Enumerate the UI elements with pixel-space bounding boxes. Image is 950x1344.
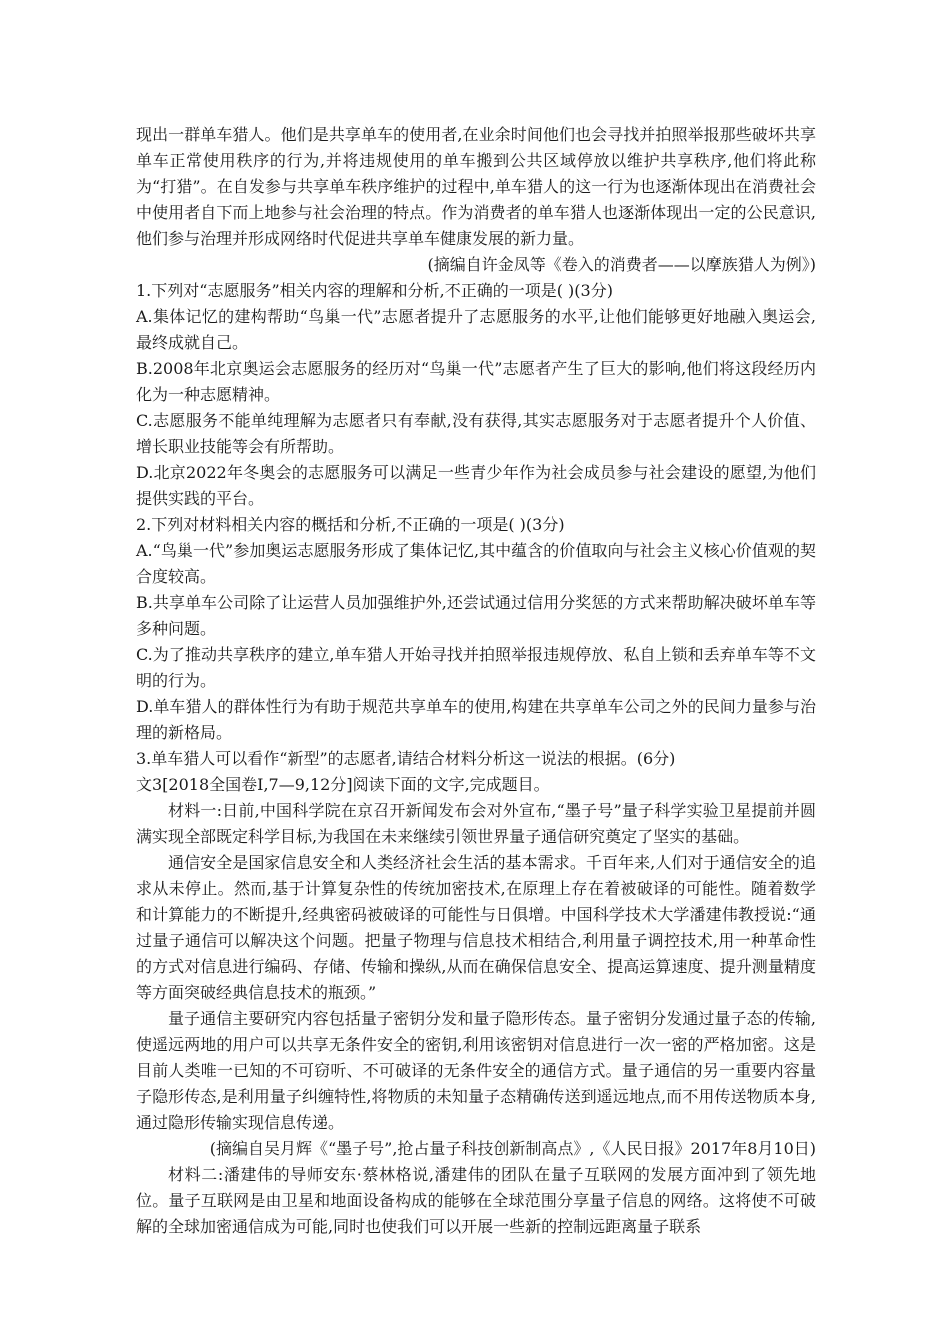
material1-paragraph-2: 通信安全是国家信息安全和人类经济社会生活的基本需求。千百年来,人们对于通信安全的追求从未停止。然而,基于计算复杂性的传统加密技术,在原理上存在着被破译的可能性。随着数学和计算能力的不断提升,经典密码被破译的可能性与日俱增。中国科学技术大学潘建伟教授说:“通过量子通信可以解决这个问题。把量子物理与信息技术相结合,利用量子调控技术,用一种革命性的方式对信息进行编码、存储、传输和操纵,从而在确保信息安全、提高运算速度、提升测量精度等方面突破经典信息技术的瓶颈。” bbox=[136, 853, 816, 1002]
question-2-option-d: D.单车猎人的群体性行为有助于规范共享单车的使用,构建在共享单车公司之外的民间力量参与治理的新格局。 bbox=[136, 697, 816, 742]
passage-paragraph: 现出一群单车猎人。他们是共享单车的使用者,在业余时间他们也会寻找并拍照举报那些破坏共享单车正常使用秩序的行为,并将违规使用的单车搬到公共区域停放以维护共享秩序,他们将此称为“打猎”。在自发参与共享单车秩序维护的过程中,单车猎人的这一行为也逐渐体现出在消费社会中使用者自下而上地参与社会治理的特点。作为消费者的单车猎人也逐渐体现出一定的公民意识,他们参与治理并形成网络时代促进共享单车健康发展的新力量。 bbox=[136, 125, 816, 248]
text3-header: 文3[2018全国卷Ⅰ,7—9,12分]阅读下面的文字,完成题目。 bbox=[136, 775, 550, 794]
material1-source: (摘编自吴月辉《“墨子号”,抢占量子科技创新制高点》,《人民日报》2017年8月10日) bbox=[209, 1139, 816, 1158]
question-3-stem: 3.单车猎人可以看作“新型”的志愿者,请结合材料分析这一说法的根据。(6分) bbox=[136, 749, 676, 768]
question-1-option-a: A.集体记忆的建构帮助“鸟巢一代”志愿者提升了志愿服务的水平,让他们能够更好地融入奥运会,最终成就自己。 bbox=[136, 307, 816, 352]
question-2-option-b: B.共享单车公司除了让运营人员加强维护外,还尝试通过信用分奖惩的方式来帮助解决破坏单车等多种问题。 bbox=[136, 593, 816, 638]
question-1-stem: 1.下列对“志愿服务”相关内容的理解和分析,不正确的一项是( )(3分) bbox=[136, 281, 613, 300]
question-2-option-c: C.为了推动共享秩序的建立,单车猎人开始寻找并拍照举报违规停放、私自上锁和丢弃单车等不文明的行为。 bbox=[136, 645, 816, 690]
question-2-stem: 2.下列对材料相关内容的概括和分析,不正确的一项是( )(3分) bbox=[136, 515, 565, 534]
question-1-option-c: C.志愿服务不能单纯理解为志愿者只有奉献,没有获得,其实志愿服务对于志愿者提升个人价值、增长职业技能等会有所帮助。 bbox=[136, 411, 816, 456]
question-1-option-d: D.北京2022年冬奥会的志愿服务可以满足一些青少年作为社会成员参与社会建设的愿望,为他们提供实践的平台。 bbox=[136, 463, 816, 508]
passage-source: (摘编自许金凤等《卷入的消费者——以摩族猎人为例》) bbox=[427, 255, 816, 274]
question-1-option-b: B.2008年北京奥运会志愿服务的经历对“鸟巢一代”志愿者产生了巨大的影响,他们将这段经历内化为一种志愿精神。 bbox=[136, 359, 816, 404]
material1-paragraph-1: 材料一:日前,中国科学院在京召开新闻发布会对外宣布,“墨子号”量子科学实验卫星提前并圆满实现全部既定科学目标,为我国在未来继续引领世界量子通信研究奠定了坚实的基础。 bbox=[136, 801, 816, 846]
material1-paragraph-3: 量子通信主要研究内容包括量子密钥分发和量子隐形传态。量子密钥分发通过量子态的传输,使遥远两地的用户可以共享无条件安全的密钥,利用该密钥对信息进行一次一密的严格加密。这是目前人类唯一已知的不可窃听、不可破译的无条件安全的通信方式。量子通信的另一重要内容量子隐形传态,是利用量子纠缠特性,将物质的未知量子态精确传送到遥远地点,而不用传送物质本身,通过隐形传输实现信息传递。 bbox=[136, 1009, 816, 1132]
material2-paragraph: 材料二:潘建伟的导师安东·蔡林格说,潘建伟的团队在量子互联网的发展方面冲到了领先地位。量子互联网是由卫星和地面设备构成的能够在全球范围分享量子信息的网络。这将使不可破解的全球加密通信成为可能,同时也使我们可以开展一些新的控制远距离量子联系 bbox=[136, 1165, 816, 1236]
document-page bbox=[136, 122, 816, 1240]
question-2-option-a: A.“鸟巢一代”参加奥运志愿服务形成了集体记忆,其中蕴含的价值取向与社会主义核心价值观的契合度较高。 bbox=[136, 541, 816, 586]
